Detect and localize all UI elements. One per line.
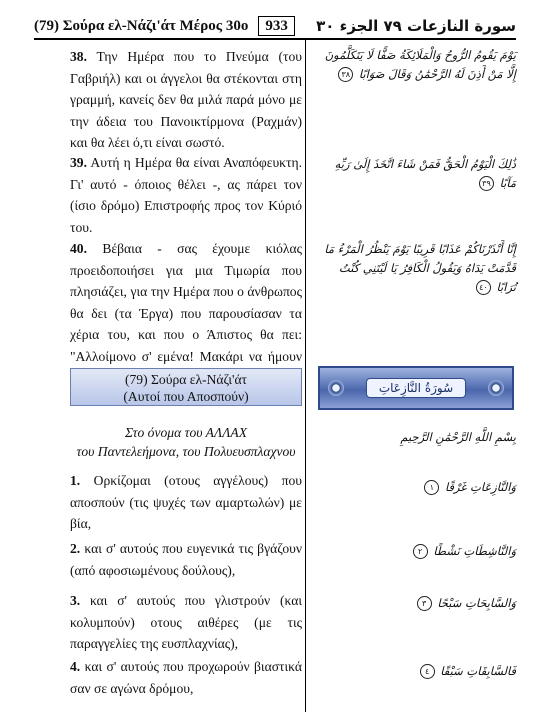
verse-4 [70,656,302,699]
verse-number: 38. [70,49,87,64]
verse-number: 39. [70,155,87,170]
verse-end-medallion: ٤٠ [476,280,491,295]
verse-text: και σ' αυτούς που ευγενικά τις βγάζουν (από αφοσιωμένους δούλους), [70,541,302,578]
arabic-verse-text: وَالسَّابِحَاتِ سَبْحًا [437,596,516,610]
verse-number: 3. [70,593,81,608]
verse-40 [70,238,302,389]
verse-39 [70,152,302,238]
arabic-verse-1 [316,478,516,497]
verse-text: Την Ημέρα που το Πνεύμα (του Γαβριήλ) και οι άγγελοι θα στέκονται στη γραμμή, κανείς δεν θα μιλά παρά μόνο με την άδεια του Πανοικτίρμονα (Ραχμάν) και θα λέει ό,τι είναι σωστό. [70,49,303,150]
arabic-verse-text: وَالنَّاشِطَاتِ نَشْطًا [433,544,516,558]
arabic-verse-38 [316,46,516,84]
arabic-verse-4 [316,662,516,681]
ornament-icon [488,380,504,396]
verse-end-medallion: ٣٩ [479,176,494,191]
arabic-sura-title: سُورَةُ النَّازِعَاتِ [366,378,466,398]
verse-end-medallion: ١ [424,480,439,495]
verse-38 [70,46,302,154]
sura-subtitle: (Αυτοί που Αποσπούν) [123,389,249,404]
arabic-verse-text: فَالسَّابِقَاتِ سَبْقًا [440,664,516,678]
verse-number: 2. [70,541,81,556]
arabic-verse-39 [316,155,516,193]
verse-2 [70,538,302,581]
verse-3 [70,590,302,655]
invocation [70,423,302,461]
verse-end-medallion: ٤ [420,664,435,679]
verse-number: 40. [70,241,87,256]
page-header [34,14,516,40]
verse-text: Ορκίζομαι (οτους αγγέλους) που αποσπούν (τις ψυχές των αμαρτωλών) με βία, [70,473,302,531]
page-number: 933 [258,16,295,36]
arabic-verse-text: يَوْمَ يَقُومُ الرُّوحُ وَالْمَلَائِكَةُ صَفًّا لَا يَتَكَلَّمُونَ إِلَّا مَنْ أَذِنَ لَهُ الرَّحْمَٰنُ وَقَالَ صَوَابًا [324,48,516,81]
verse-end-medallion: ٢ [413,544,428,559]
arabic-sura-banner [318,366,514,410]
verse-text: και σ' αυτούς που γλιστρούν (και κολυμπούν) οτους αιθέρες (με τις παραγγελίες της ευσπλαχνίας), [70,593,302,651]
invocation-line-2: του Παντελεήμονα, του Πολυευσπλαχνου [76,444,296,459]
header-arabic-title: سورة النازعات ٧٩ الجزء ٣٠ [316,17,516,35]
verse-text: Αυτή η Ημέρα θα είναι Αναπόφευκτη. Γι' αυτό - όποιος θέλει -, ας πάρει τον (ίσιο δρόμο) Επιστροφής προς τον Κύριό του. [70,155,302,235]
arabic-basmala-text: بِسْمِ اللَّهِ الرَّحْمَٰنِ الرَّحِيمِ [400,430,516,444]
arabic-verse-text: إِنَّا أَنْذَرْنَاكُمْ عَذَابًا قَرِيبًا يَوْمَ يَنْظُرُ الْمَرْءُ مَا قَدَّمَتْ يَدَاهُ وَيَقُولُ الْكَافِرُ يَا لَيْتَنِي كُنْتُ تُرَابًا [324,242,516,294]
arabic-verse-text: ذَٰلِكَ الْيَوْمُ الْحَقُّ فَمَنْ شَاءَ اتَّخَذَ إِلَىٰ رَبِّهِ مَآبًا [334,157,516,190]
verse-text: και σ' αυτούς που προχωρούν βιαστικά σαν σε αγώνα δρόμου, [70,659,302,696]
arabic-verse-3 [316,594,516,613]
arabic-verse-40 [316,240,516,297]
verse-end-medallion: ٣ [417,596,432,611]
verse-1 [70,470,302,535]
invocation-line-1: Στο όνομα του ΑΛΛΑΧ [124,425,248,440]
verse-text: Βέβαια - σας έχουμε κιόλας προειδοποιήσει για μια Τιμωρία που πλησιάζει, για την Ημέρα που ο άνθρωπος θα δει (τα Έργα) που παρουσίασαν τα χέρια του, και που ο Άπιστος θα πει: "Αλλοίμονο σ' εμένα! Μακάρι να ήμουν [70,241,302,364]
sura-title: (79) Σούρα ελ-Νάζι'άτ [124,372,248,387]
ornament-icon [328,380,344,396]
verse-number: 1. [70,473,81,488]
header-left-title: (79) Σούρα ελ-Νάζι'άτ Μέρος 30ο [34,17,249,34]
arabic-verse-text: وَالنَّازِعَاتِ غَرْقًا [445,480,516,494]
arabic-basmala [316,428,516,447]
arabic-verse-2 [316,542,516,561]
verse-end-medallion: ٣٨ [338,67,353,82]
column-divider [305,40,306,712]
sura-title-box [70,368,302,406]
verse-number: 4. [70,659,81,674]
